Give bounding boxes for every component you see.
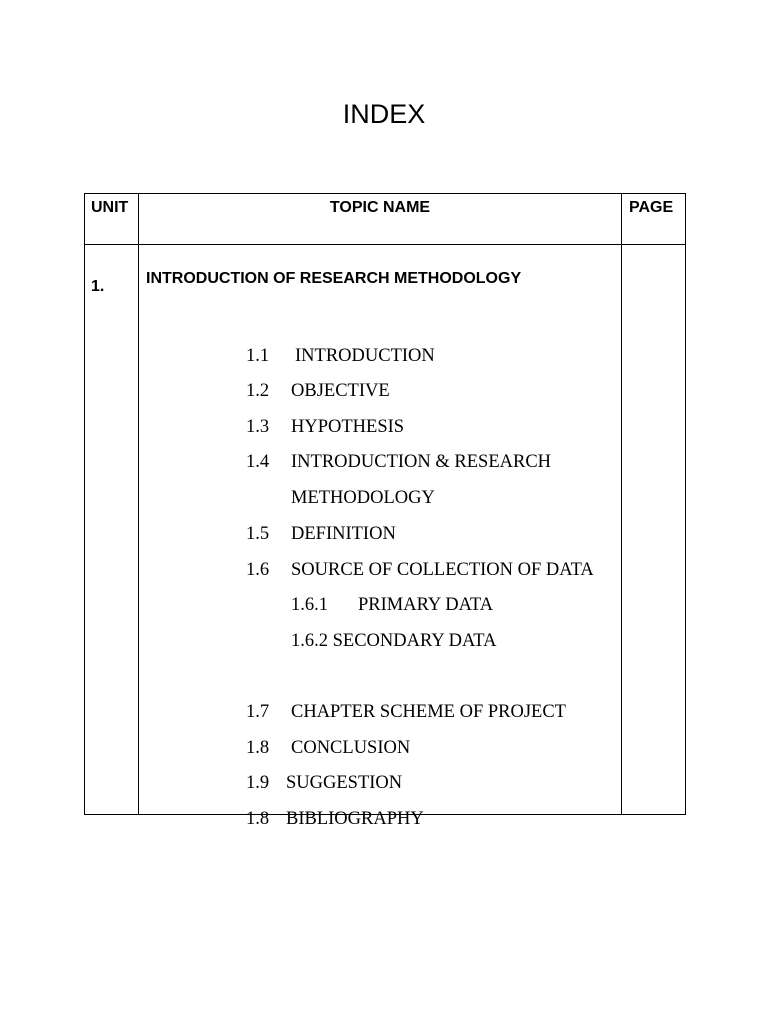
unit-number: 1. [91, 278, 105, 295]
index-table [84, 193, 686, 829]
toc-entry-label: SUGGESTION [286, 773, 403, 793]
toc-entry-label: HYPOTHESIS [291, 417, 405, 437]
toc-entry-number: 1.2 [246, 381, 270, 401]
unit-column-header [85, 194, 139, 245]
table-header-row [85, 194, 686, 245]
page-cell [622, 245, 686, 815]
toc-entry-label: OBJECTIVE [291, 381, 390, 401]
chapter-title: INTRODUCTION OF RESEARCH METHODOLOGY [146, 270, 522, 287]
toc-entry-label: DEFINITION [291, 524, 396, 544]
toc-entry-number: 1.7 [246, 702, 270, 722]
toc-entry-number: 1.1 [246, 346, 270, 366]
toc-entry-label: INTRODUCTION [295, 346, 435, 366]
toc-entry-label: INTRODUCTION & RESEARCH [291, 452, 552, 472]
topic-cell [139, 245, 622, 829]
toc-entry-label: SOURCE OF COLLECTION OF DATA [291, 560, 594, 580]
page-column-header [622, 194, 686, 245]
unit-cell [85, 245, 139, 815]
toc-entry-label: CHAPTER SCHEME OF PROJECT [291, 702, 566, 722]
page-title: INDEX [342, 99, 426, 129]
topic-header-label: TOPIC NAME [329, 199, 431, 216]
toc-entry-number: 1.5 [246, 524, 270, 544]
toc-entry-label: METHODOLOGY [291, 488, 435, 508]
toc-entry-label: BIBLIOGRAPHY [286, 809, 424, 829]
toc-entry-label: CONCLUSION [291, 738, 411, 758]
toc-entry-number: 1.4 [246, 452, 270, 472]
table-row [85, 245, 686, 815]
toc-entry-number: 1.9 [246, 773, 270, 793]
toc-entry-number: 1.3 [246, 417, 270, 437]
toc-entry-label: 1.6.2 SECONDARY DATA [291, 631, 497, 651]
toc-entry-number: 1.8 [246, 809, 270, 829]
unit-header-label: UNIT [91, 199, 129, 216]
page-header-label: PAGE [629, 199, 674, 216]
toc-entry-label: PRIMARY DATA [358, 595, 494, 615]
topic-column-header [139, 194, 622, 245]
toc-entry-number: 1.6 [246, 560, 270, 580]
toc-entry-number: 1.6.1 [291, 595, 328, 615]
toc-entry-number: 1.8 [246, 738, 270, 758]
